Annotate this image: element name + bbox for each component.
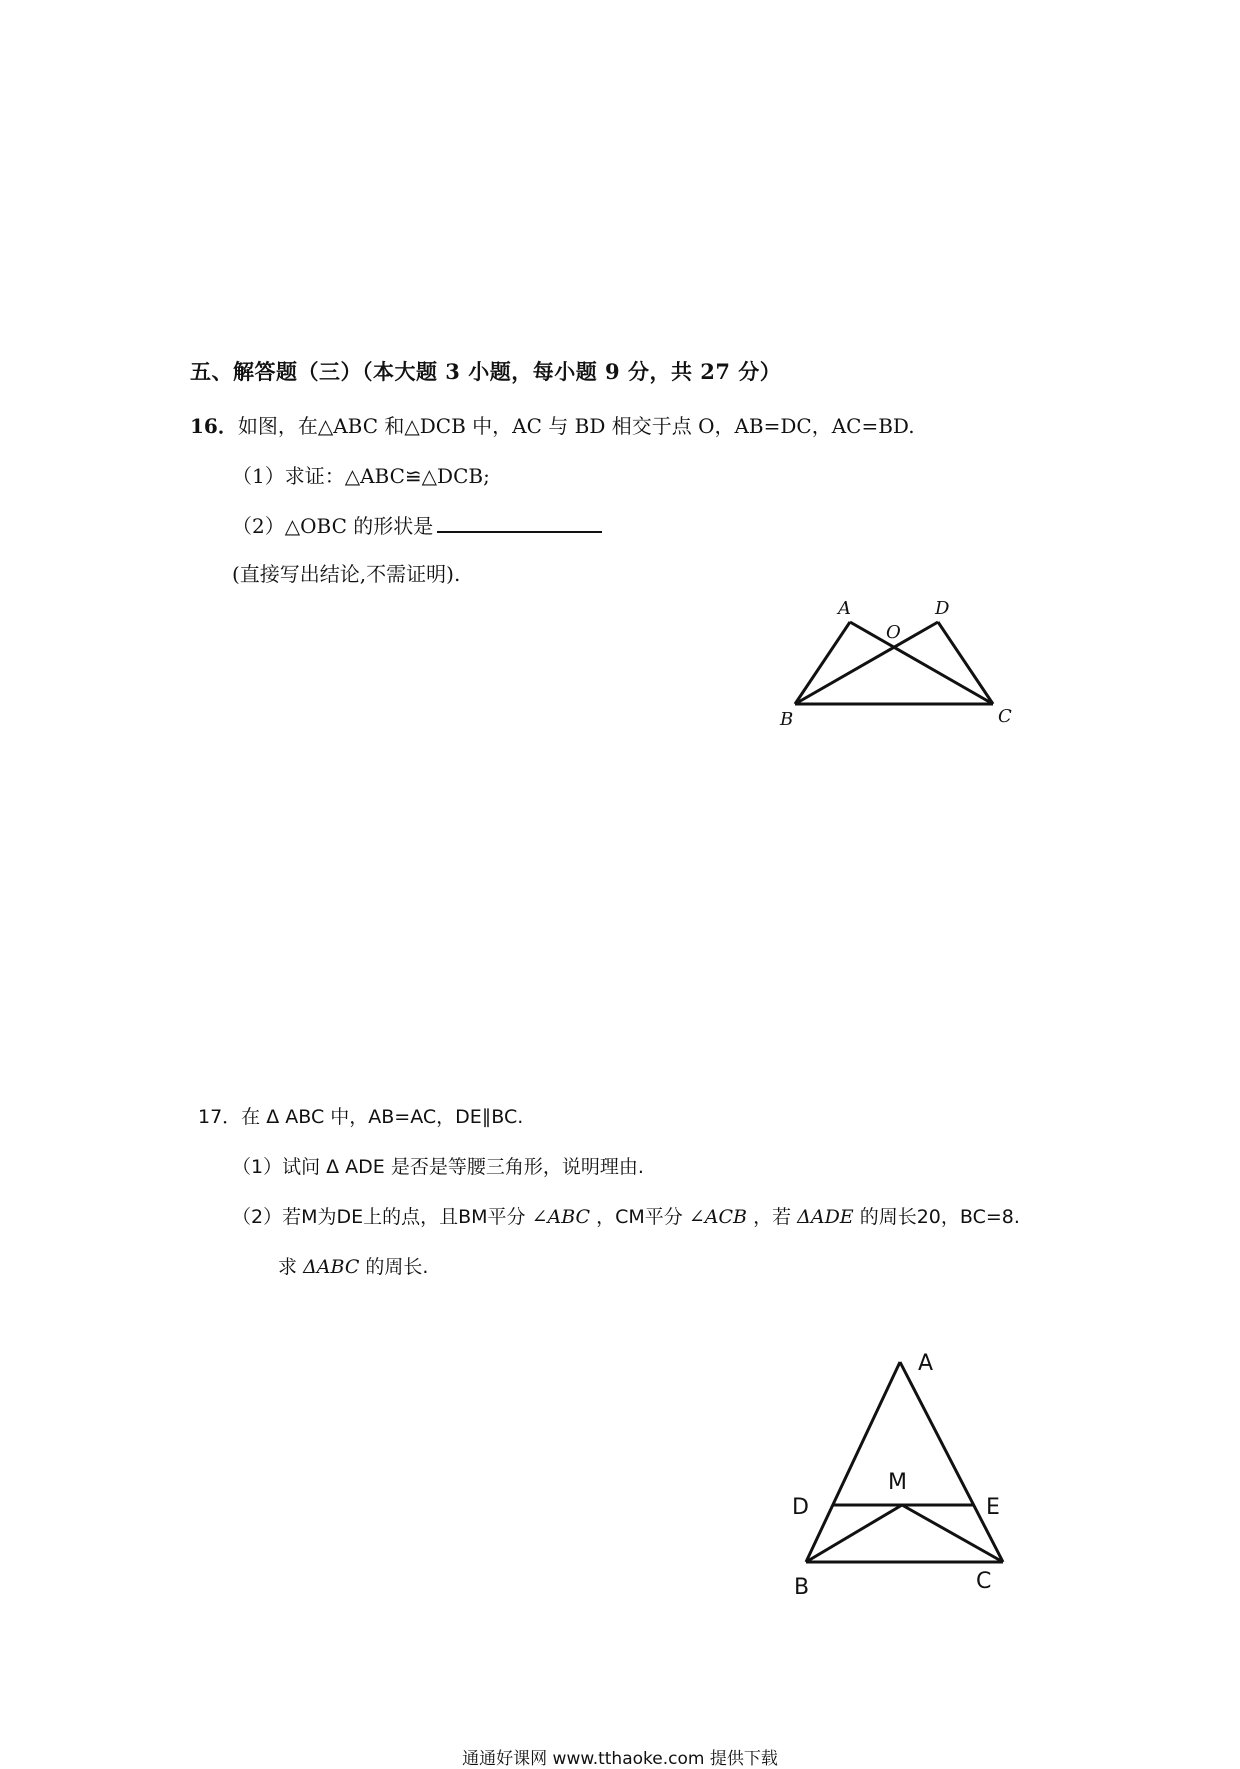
label-a: A [838, 598, 851, 619]
segment-ac [850, 622, 993, 704]
label-o: O [886, 622, 901, 643]
q17-stem: 17．在 Δ ABC 中，AB=AC，DE∥BC. [198, 1106, 524, 1128]
q16-part2: （2）△OBC 的形状是 [232, 514, 434, 538]
q17-part2-line2 [278, 1252, 428, 1279]
label-c: C [998, 706, 1012, 727]
q16-part1: （1）求证：△ABC≌△DCB; [232, 464, 490, 488]
segment-dc [938, 622, 993, 704]
angle-acb: ∠ACB [688, 1206, 748, 1228]
q16-number: 16． [190, 414, 238, 438]
segment-bd [795, 622, 938, 704]
label-d: D [792, 1495, 809, 1520]
q17-part2-line2-b: 的周长. [365, 1256, 429, 1278]
q17-part2-c: ，若 [753, 1206, 792, 1228]
triangle-abc: ΔABC [303, 1256, 360, 1278]
angle-abc: ∠ABC [531, 1206, 591, 1228]
label-b: B [794, 1575, 810, 1600]
q17-part1: （1）试问 Δ ADE 是否是等腰三角形，说明理由. [232, 1156, 644, 1178]
label-c: C [976, 1569, 992, 1594]
q17-part2-line2-a: 求 [278, 1256, 298, 1278]
q16-stem-line [190, 410, 915, 439]
footer-text: 通通好课网 www.tthaoke.com 提供下载 [462, 1749, 778, 1769]
section-title: 五、解答题（三）（本大题 3 小题，每小题 9 分，共 27 分） [190, 359, 782, 384]
label-m: M [888, 1470, 907, 1495]
q17-part2-a: （2）若M为DE上的点，且BM平分 [232, 1206, 526, 1228]
q16-note: (直接写出结论,不需证明). [232, 562, 461, 586]
label-a: A [918, 1351, 934, 1376]
q17-figure [780, 1330, 1040, 1610]
segment-ab [795, 622, 850, 704]
label-e: E [986, 1495, 1000, 1520]
segment-ab [806, 1362, 900, 1562]
q17-part2-line1 [232, 1202, 1020, 1229]
q17-part2-b: ，CM平分 [596, 1206, 683, 1228]
triangle-ade: ΔADE [797, 1206, 854, 1228]
label-b: B [780, 709, 794, 730]
answer-blank[interactable] [437, 511, 602, 533]
q16-part2-line [232, 510, 602, 539]
q16-stem: 如图，在△ABC 和△DCB 中，AC 与 BD 相交于点 O，AB=DC，AC=BD. [237, 414, 915, 438]
label-d: D [935, 598, 950, 619]
q17-part2-d: 的周长20，BC=8. [859, 1206, 1020, 1228]
q16-figure [760, 590, 1030, 730]
